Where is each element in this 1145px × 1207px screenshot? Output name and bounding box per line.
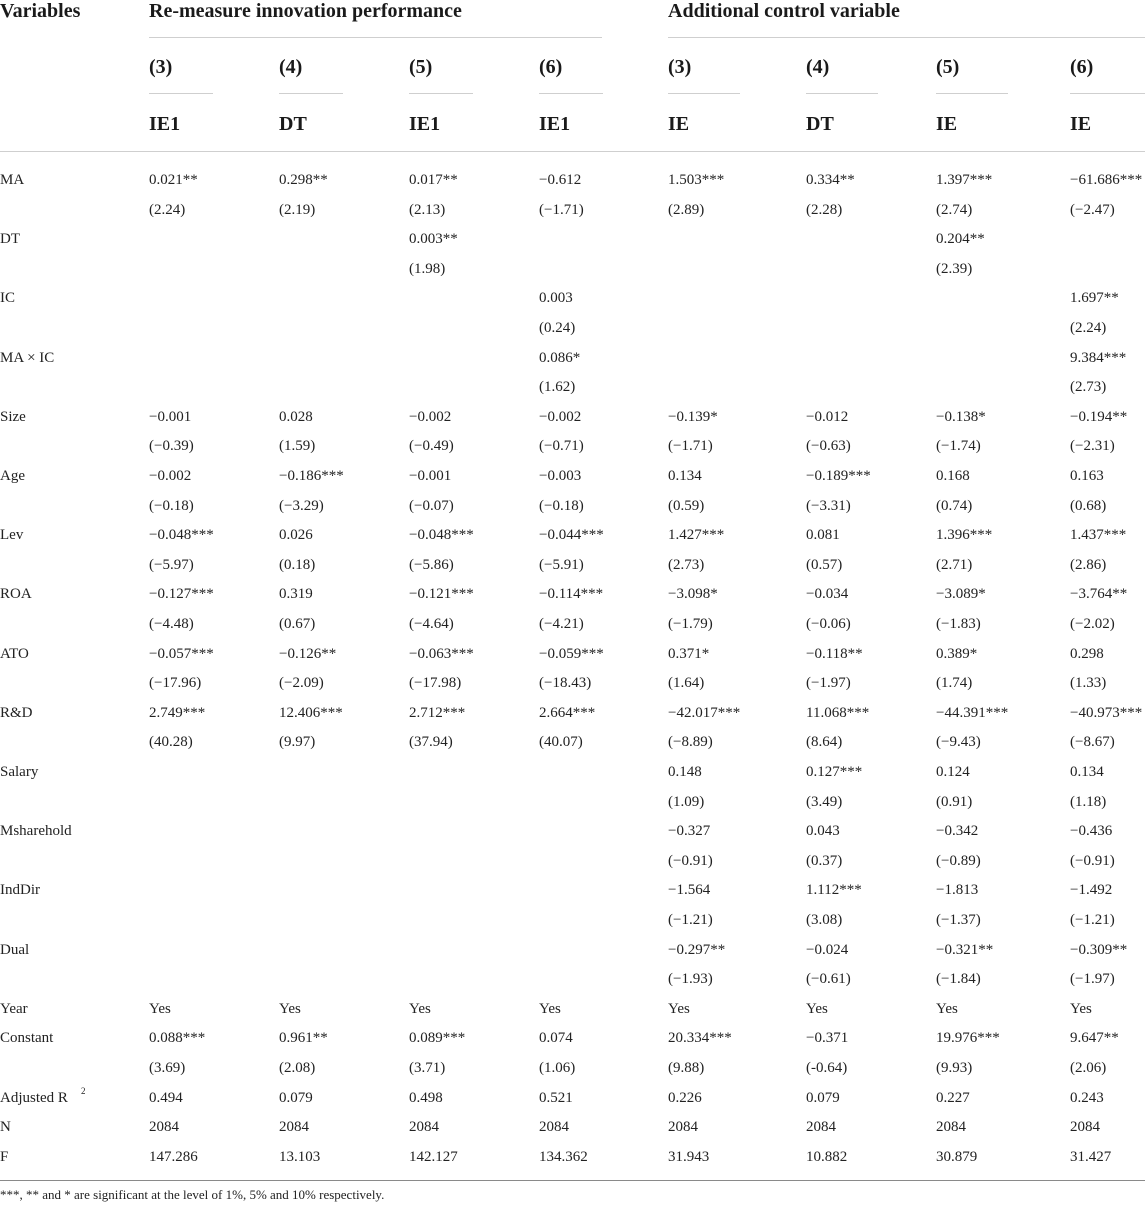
- column-number: (6): [539, 56, 563, 78]
- column-number-rule: [279, 93, 343, 94]
- table-cell: (−4.64): [409, 616, 454, 632]
- table-cell: (3.49): [806, 794, 843, 810]
- table-cell: 1.397***: [936, 172, 993, 188]
- table-cell: 0.124: [936, 764, 970, 780]
- table-cell: (1.06): [539, 1060, 576, 1076]
- row-label: MA: [0, 172, 25, 188]
- table-cell: (−0.18): [149, 498, 194, 514]
- table-cell: 142.127: [409, 1149, 458, 1165]
- table-cell: (0.24): [539, 320, 576, 336]
- table-cell: (2.08): [279, 1060, 316, 1076]
- row-label: ROA: [0, 586, 32, 602]
- table-cell: (1.09): [668, 794, 705, 810]
- table-cell: (−2.31): [1070, 438, 1115, 454]
- table-cell: (−2.09): [279, 675, 324, 691]
- row-label: Msharehold: [0, 823, 72, 839]
- table-cell: 0.134: [1070, 764, 1104, 780]
- table-cell: −0.186***: [279, 468, 344, 484]
- column-variable: DT: [279, 113, 307, 135]
- table-cell: −0.048***: [409, 527, 474, 543]
- table-cell: 19.976***: [936, 1030, 1000, 1046]
- table-cell: (−1.74): [936, 438, 981, 454]
- table-cell: 31.943: [668, 1149, 710, 1165]
- table-cell: −0.114***: [539, 586, 604, 602]
- table-cell: (−2.02): [1070, 616, 1115, 632]
- column-number: (6): [1070, 56, 1094, 78]
- table-cell: 0.298**: [279, 172, 328, 188]
- column-number-rule: [149, 93, 213, 94]
- table-cell: 0.521: [539, 1090, 573, 1106]
- row-label: Salary: [0, 764, 39, 780]
- table-cell: (0.74): [936, 498, 973, 514]
- table-cell: (−8.67): [1070, 734, 1115, 750]
- table-cell: (2.19): [279, 202, 316, 218]
- row-label: Adjusted R: [0, 1090, 68, 1106]
- column-variable: IE: [936, 113, 958, 135]
- table-cell: (−5.91): [539, 557, 584, 573]
- table-cell: (−0.71): [539, 438, 584, 454]
- table-cell: (1.98): [409, 261, 446, 277]
- table-cell: 0.088***: [149, 1030, 206, 1046]
- group-title-remeasure: Re-measure innovation performance: [149, 0, 462, 22]
- table-cell: 0.043: [806, 823, 840, 839]
- column-variable: IE1: [539, 113, 571, 135]
- table-cell: (−8.89): [668, 734, 713, 750]
- column-number: (4): [806, 56, 830, 78]
- table-cell: (0.91): [936, 794, 973, 810]
- table-cell: (3.69): [149, 1060, 186, 1076]
- table-cell: (−1.37): [936, 912, 981, 928]
- table-cell: 20.334***: [668, 1030, 732, 1046]
- table-cell: (2.74): [936, 202, 973, 218]
- table-cell: (0.67): [279, 616, 316, 632]
- table-cell: 2084: [539, 1119, 569, 1135]
- column-variable: IE1: [149, 113, 181, 135]
- table-cell: (2.73): [1070, 379, 1107, 395]
- table-cell: (0.68): [1070, 498, 1107, 514]
- column-number-rule: [668, 93, 740, 94]
- column-number: (5): [936, 56, 960, 78]
- table-cell: −0.057***: [149, 646, 214, 662]
- row-label: IndDir: [0, 882, 40, 898]
- table-cell: (−1.21): [1070, 912, 1115, 928]
- table-cell: (−1.93): [668, 971, 713, 987]
- table-cell: (−0.07): [409, 498, 454, 514]
- table-cell: Yes: [409, 1001, 431, 1017]
- table-cell: −0.121***: [409, 586, 474, 602]
- table-cell: −3.089*: [936, 586, 986, 602]
- table-cell: (−0.91): [1070, 853, 1115, 869]
- column-number-rule: [409, 93, 473, 94]
- table-cell: (−9.43): [936, 734, 981, 750]
- table-cell: 2.712***: [409, 705, 466, 721]
- table-cell: Yes: [668, 1001, 690, 1017]
- table-cell: 0.298: [1070, 646, 1104, 662]
- table-cell: −0.138*: [936, 409, 986, 425]
- variables-header: Variables: [0, 0, 81, 22]
- table-cell: (3.08): [806, 912, 843, 928]
- column-number-rule: [539, 93, 603, 94]
- row-label: N: [0, 1119, 11, 1135]
- table-cell: (−0.91): [668, 853, 713, 869]
- table-cell: −0.059***: [539, 646, 604, 662]
- row-label: Year: [0, 1001, 28, 1017]
- table-cell: (1.64): [668, 675, 705, 691]
- table-cell: −0.612: [539, 172, 582, 188]
- table-cell: 11.068***: [806, 705, 870, 721]
- table-cell: −0.139*: [668, 409, 718, 425]
- table-cell: (−1.21): [668, 912, 713, 928]
- table-footnote: ***, ** and * are significant at the level of 1%, 5% and 10% respectively.: [0, 1187, 385, 1202]
- column-number: (3): [668, 56, 692, 78]
- table-cell: −0.002: [409, 409, 452, 425]
- table-cell: −0.371: [806, 1030, 849, 1046]
- table-cell: −0.012: [806, 409, 849, 425]
- table-cell: (−1.97): [806, 675, 851, 691]
- column-number-rule: [806, 93, 878, 94]
- table-cell: −0.194**: [1070, 409, 1128, 425]
- row-label-superscript: 2: [81, 1086, 86, 1096]
- header-bottom-rule: [0, 151, 1145, 152]
- table-cell: (−0.61): [806, 971, 851, 987]
- table-cell: (37.94): [409, 734, 453, 750]
- table-cell: (2.71): [936, 557, 973, 573]
- table-cell: −0.001: [149, 409, 192, 425]
- table-cell: 1.396***: [936, 527, 993, 543]
- table-cell: (−2.47): [1070, 202, 1115, 218]
- row-label: DT: [0, 231, 20, 247]
- table-cell: (3.71): [409, 1060, 446, 1076]
- table-cell: (0.37): [806, 853, 843, 869]
- table-cell: 0.086*: [539, 350, 581, 366]
- group-title-additional-control: Additional control variable: [668, 0, 900, 22]
- table-cell: 0.079: [806, 1090, 840, 1106]
- table-cell: 0.074: [539, 1030, 573, 1046]
- table-cell: 1.437***: [1070, 527, 1127, 543]
- table-cell: (9.97): [279, 734, 316, 750]
- table-cell: 0.204**: [936, 231, 985, 247]
- row-label: Age: [0, 468, 25, 484]
- table-cell: Yes: [539, 1001, 561, 1017]
- group2-rule: [668, 37, 1145, 38]
- table-cell: (1.18): [1070, 794, 1107, 810]
- table-cell: −0.002: [539, 409, 582, 425]
- table-cell: (0.18): [279, 557, 316, 573]
- table-cell: 134.362: [539, 1149, 588, 1165]
- table-cell: Yes: [806, 1001, 828, 1017]
- table-cell: (−17.98): [409, 675, 462, 691]
- table-cell: −0.189***: [806, 468, 871, 484]
- table-cell: 9.647**: [1070, 1030, 1119, 1046]
- row-label: F: [0, 1149, 9, 1165]
- row-label: Constant: [0, 1030, 54, 1046]
- table-cell: 0.494: [149, 1090, 183, 1106]
- table-cell: −0.024: [806, 942, 849, 958]
- table-cell: −0.063***: [409, 646, 474, 662]
- table-cell: 2084: [409, 1119, 439, 1135]
- table-cell: (2.86): [1070, 557, 1107, 573]
- table-cell: (−5.97): [149, 557, 194, 573]
- table-cell: 1.427***: [668, 527, 725, 543]
- table-cell: 0.389*: [936, 646, 978, 662]
- table-cell: 0.021**: [149, 172, 198, 188]
- table-cell: (−0.39): [149, 438, 194, 454]
- table-cell: (−17.96): [149, 675, 202, 691]
- table-cell: 2.664***: [539, 705, 596, 721]
- table-cell: 0.168: [936, 468, 970, 484]
- row-label: MA × IC: [0, 350, 55, 366]
- table-cell: (−0.49): [409, 438, 454, 454]
- table-cell: −40.973***: [1070, 705, 1143, 721]
- table-cell: (2.73): [668, 557, 705, 573]
- table-cell: −3.098*: [668, 586, 718, 602]
- column-variable: DT: [806, 113, 834, 135]
- table-cell: 0.127***: [806, 764, 863, 780]
- table-cell: Yes: [149, 1001, 171, 1017]
- table-cell: (2.24): [149, 202, 186, 218]
- table-cell: Yes: [1070, 1001, 1092, 1017]
- table-cell: (−1.71): [668, 438, 713, 454]
- table-cell: 30.879: [936, 1149, 978, 1165]
- table-cell: 0.371*: [668, 646, 710, 662]
- table-cell: 2084: [668, 1119, 698, 1135]
- table-cell: 2084: [806, 1119, 836, 1135]
- table-cell: (9.88): [668, 1060, 705, 1076]
- table-cell: (−4.21): [539, 616, 584, 632]
- table-cell: −61.686***: [1070, 172, 1143, 188]
- table-cell: 2084: [936, 1119, 966, 1135]
- table-cell: 0.081: [806, 527, 840, 543]
- table-cell: −1.813: [936, 882, 979, 898]
- table-cell: 1.112***: [806, 882, 862, 898]
- table-cell: (−1.97): [1070, 971, 1115, 987]
- column-variable: IE1: [409, 113, 441, 135]
- table-cell: 0.079: [279, 1090, 313, 1106]
- column-number-rule: [1070, 93, 1145, 94]
- table-cell: 0.017**: [409, 172, 458, 188]
- table-cell: −0.126**: [279, 646, 337, 662]
- table-cell: 0.003**: [409, 231, 458, 247]
- table-cell: 0.226: [668, 1090, 702, 1106]
- column-variable: IE: [1070, 113, 1092, 135]
- table-cell: −0.048***: [149, 527, 214, 543]
- table-cell: 0.498: [409, 1090, 443, 1106]
- table-cell: (−4.48): [149, 616, 194, 632]
- table-cell: (−0.63): [806, 438, 851, 454]
- table-cell: 2084: [1070, 1119, 1100, 1135]
- table-cell: (0.57): [806, 557, 843, 573]
- table-cell: 0.163: [1070, 468, 1104, 484]
- table-cell: (−5.86): [409, 557, 454, 573]
- row-label: Lev: [0, 527, 24, 543]
- table-cell: 0.334**: [806, 172, 855, 188]
- table-cell: −0.436: [1070, 823, 1113, 839]
- table-cell: −0.309**: [1070, 942, 1128, 958]
- table-cell: (2.13): [409, 202, 446, 218]
- table-cell: −0.327: [668, 823, 711, 839]
- table-cell: (40.07): [539, 734, 583, 750]
- table-cell: (−3.29): [279, 498, 324, 514]
- table-cell: (−3.31): [806, 498, 851, 514]
- table-cell: Yes: [279, 1001, 301, 1017]
- table-cell: 0.134: [668, 468, 702, 484]
- table-cell: −0.044***: [539, 527, 604, 543]
- table-cell: 2084: [279, 1119, 309, 1135]
- table-cell: 2.749***: [149, 705, 206, 721]
- table-cell: (1.74): [936, 675, 973, 691]
- table-cell: −0.002: [149, 468, 192, 484]
- table-cell: −0.297**: [668, 942, 726, 958]
- table-cell: 0.089***: [409, 1030, 466, 1046]
- table-cell: (1.62): [539, 379, 576, 395]
- table-cell: 0.227: [936, 1090, 970, 1106]
- column-variable: IE: [668, 113, 690, 135]
- table-cell: 0.026: [279, 527, 313, 543]
- table-cell: (−1.84): [936, 971, 981, 987]
- row-label: IC: [0, 290, 15, 306]
- table-cell: (−0.06): [806, 616, 851, 632]
- table-cell: (40.28): [149, 734, 193, 750]
- table-cell: 0.243: [1070, 1090, 1104, 1106]
- table-cell: (−0.18): [539, 498, 584, 514]
- table-cell: (1.59): [279, 438, 316, 454]
- table-cell: (2.89): [668, 202, 705, 218]
- table-cell: (0.59): [668, 498, 705, 514]
- table-cell: (−0.89): [936, 853, 981, 869]
- table-cell: −0.342: [936, 823, 979, 839]
- table-cell: Yes: [936, 1001, 958, 1017]
- table-cell: 0.028: [279, 409, 313, 425]
- row-label: Size: [0, 409, 26, 425]
- table-cell: 13.103: [279, 1149, 321, 1165]
- table-cell: 31.427: [1070, 1149, 1112, 1165]
- table-cell: (8.64): [806, 734, 843, 750]
- table-cell: −0.034: [806, 586, 849, 602]
- table-cell: −0.127***: [149, 586, 214, 602]
- table-cell: (2.28): [806, 202, 843, 218]
- table-cell: −42.017***: [668, 705, 741, 721]
- table-cell: −0.001: [409, 468, 452, 484]
- table-cell: 2084: [149, 1119, 179, 1135]
- column-number: (5): [409, 56, 433, 78]
- table-cell: −1.492: [1070, 882, 1113, 898]
- table-cell: 147.286: [149, 1149, 198, 1165]
- table-cell: (9.93): [936, 1060, 973, 1076]
- column-number: (3): [149, 56, 173, 78]
- group1-rule: [149, 37, 602, 38]
- table-cell: −0.118**: [806, 646, 863, 662]
- table-cell: 1.503***: [668, 172, 725, 188]
- table-cell: −3.764**: [1070, 586, 1128, 602]
- row-label: ATO: [0, 646, 29, 662]
- table-cell: (-0.64): [806, 1060, 848, 1076]
- table-cell: 0.003: [539, 290, 573, 306]
- table-cell: (−18.43): [539, 675, 592, 691]
- table-cell: (2.39): [936, 261, 973, 277]
- table-cell: 0.319: [279, 586, 313, 602]
- table-cell: (−1.83): [936, 616, 981, 632]
- table-cell: (2.06): [1070, 1060, 1107, 1076]
- column-number: (4): [279, 56, 303, 78]
- table-cell: (1.33): [1070, 675, 1107, 691]
- column-number-rule: [936, 93, 1008, 94]
- table-cell: 0.961**: [279, 1030, 328, 1046]
- table-cell: 10.882: [806, 1149, 848, 1165]
- table-cell: −1.564: [668, 882, 711, 898]
- table-cell: (−1.71): [539, 202, 584, 218]
- table-cell: 9.384***: [1070, 350, 1127, 366]
- table-cell: −44.391***: [936, 705, 1009, 721]
- table-cell: (2.24): [1070, 320, 1107, 336]
- table-cell: 1.697**: [1070, 290, 1119, 306]
- table-cell: (−1.79): [668, 616, 713, 632]
- table-cell: −0.321**: [936, 942, 994, 958]
- table-bottom-rule: [0, 1180, 1145, 1181]
- table-cell: −0.003: [539, 468, 582, 484]
- row-label: R&D: [0, 705, 33, 721]
- table-cell: 12.406***: [279, 705, 343, 721]
- row-label: Dual: [0, 942, 30, 958]
- table-cell: 0.148: [668, 764, 702, 780]
